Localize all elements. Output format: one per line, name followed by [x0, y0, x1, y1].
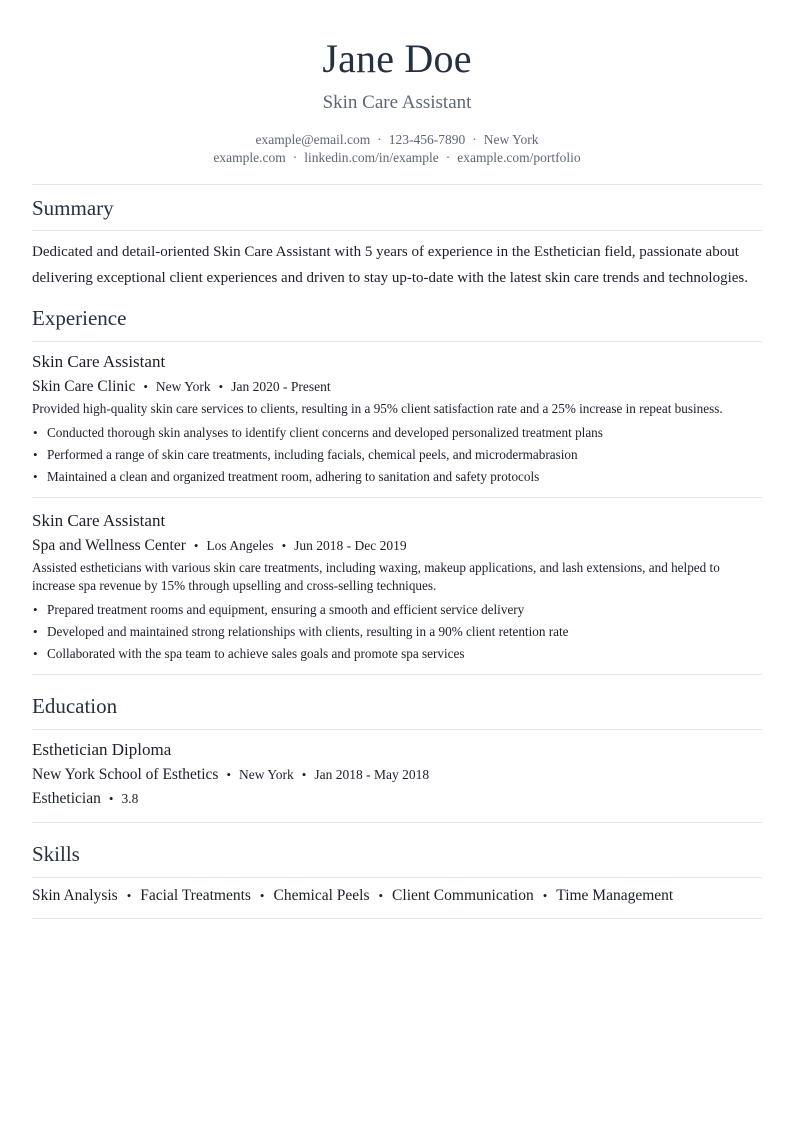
phone-number: 123-456-7890	[388, 132, 466, 147]
company-name: Skin Care Clinic	[32, 378, 136, 395]
contact-location: New York	[483, 132, 539, 147]
job-location: New York	[155, 379, 211, 394]
divider	[32, 184, 762, 185]
meta-dot: •	[281, 538, 287, 553]
contact-separator: ·	[292, 150, 298, 165]
skill-item: Facial Treatments	[140, 887, 251, 904]
experience-heading: Experience	[32, 306, 127, 330]
bullet-item: • Developed and maintained strong relationships with clients, resulting in a 90% client retention rate	[32, 621, 762, 643]
skill-dot: •	[542, 888, 548, 903]
divider	[32, 341, 762, 342]
job-entry-2	[32, 510, 762, 665]
linkedin-link[interactable]: linkedin.com/in/example	[304, 150, 439, 165]
meta-dot: •	[218, 379, 224, 394]
bullet-item: • Maintained a clean and organized treatment room, adhering to sanitation and safety protocols	[32, 466, 762, 488]
skills-heading: Skills	[32, 842, 80, 866]
job-bullets	[32, 422, 762, 488]
education-meta	[32, 765, 762, 785]
school-location: New York	[239, 767, 294, 782]
job-dates: Jan 2020 - Present	[231, 379, 331, 394]
skill-item: Client Communication	[392, 887, 534, 904]
portfolio-link[interactable]: example.com/portfolio	[457, 150, 581, 165]
job-title: Skin Care Assistant	[32, 352, 166, 371]
job-title: Skin Care Assistant	[32, 511, 166, 530]
contact-line-2	[32, 149, 762, 167]
bullet-item: • Performed a range of skin care treatments, including facials, chemical peels, and microdermabrasion	[32, 444, 762, 466]
job-bullets	[32, 599, 762, 665]
meta-dot: •	[226, 767, 231, 782]
job-entry-1	[32, 351, 762, 488]
divider	[32, 729, 762, 730]
meta-dot: •	[108, 791, 114, 806]
skill-item: Chemical Peels	[273, 887, 370, 904]
meta-dot: •	[301, 767, 307, 782]
email-link[interactable]: example@email.com	[255, 132, 371, 147]
skill-item: Skin Analysis	[32, 887, 118, 904]
job-location: Los Angeles	[206, 538, 274, 553]
bullet-item: • Conducted thorough skin analyses to identify client concerns and developed personalized treatment plans	[32, 422, 762, 444]
divider	[32, 877, 762, 878]
contact-line-1	[32, 131, 762, 149]
education-heading: Education	[32, 694, 118, 718]
job-description: Provided high-quality skin care services to clients, resulting in a 95% client satisfaction rate and a 25% increase in repeat business.	[32, 401, 723, 416]
bullet-item: • Collaborated with the spa team to achieve sales goals and promote spa services	[32, 643, 762, 665]
summary-text: Dedicated and detail-oriented Skin Care Assistant with 5 years of experience in the Esthetician field, passionate about delivering exceptional client experiences and driven to stay up-to-date with the latest skin care trends and technologies.	[32, 244, 749, 286]
contact-separator: ·	[472, 132, 477, 147]
education-entry	[32, 739, 762, 809]
skill-dot: •	[126, 888, 132, 903]
resume-header	[32, 0, 762, 167]
bullet-item: • Prepared treatment rooms and equipment, ensuring a smooth and efficient service delivery	[32, 599, 762, 621]
field-of-study: Esthetician	[32, 790, 101, 807]
skills-list	[32, 885, 762, 907]
divider	[32, 230, 762, 231]
skill-item: Time Management	[556, 887, 674, 904]
gpa-value: 3.8	[121, 791, 139, 806]
divider	[32, 674, 762, 675]
candidate-name: Jane Doe	[322, 36, 472, 81]
skill-dot: •	[378, 888, 384, 903]
meta-dot: •	[193, 538, 199, 553]
degree-title: Esthetician Diploma	[32, 740, 172, 759]
skill-dot: •	[259, 888, 265, 903]
job-description: Assisted estheticians with various skin care treatments, including waxing, makeup applications, and lash extensions, and helped to increase spa revenue by 15% through upselling and cross-selling techniques.	[32, 560, 720, 593]
company-name: Spa and Wellness Center	[32, 537, 186, 554]
divider	[32, 918, 762, 919]
divider	[32, 497, 762, 498]
summary-heading: Summary	[32, 196, 114, 220]
candidate-title: Skin Care Assistant	[322, 92, 472, 113]
divider	[32, 822, 762, 823]
education-dates: Jan 2018 - May 2018	[314, 767, 430, 782]
contact-separator: ·	[445, 150, 451, 165]
education-field-line	[32, 789, 762, 809]
website-link[interactable]: example.com	[213, 150, 286, 165]
meta-dot: •	[143, 379, 148, 394]
school-name: New York School of Esthetics	[32, 766, 219, 783]
job-dates: Jun 2018 - Dec 2019	[294, 538, 407, 553]
contact-separator: ·	[377, 132, 382, 147]
job-meta	[32, 377, 762, 397]
job-meta	[32, 536, 762, 556]
